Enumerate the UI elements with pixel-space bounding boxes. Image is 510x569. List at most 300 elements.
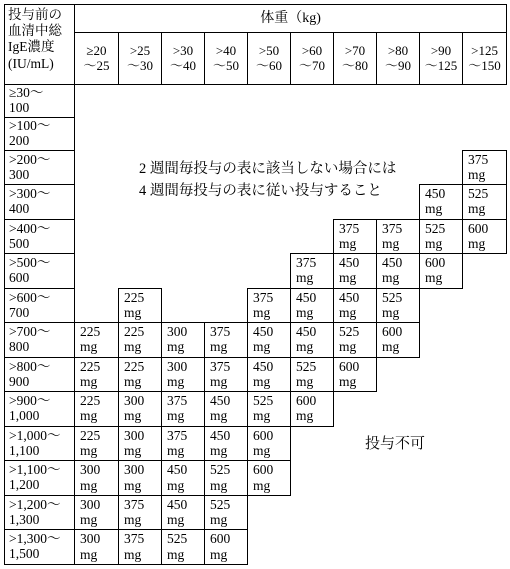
- weight-range-header: [205, 33, 248, 85]
- empty-cell: [463, 461, 507, 496]
- ige-range-cell: [5, 117, 75, 150]
- dose-value: 300: [124, 427, 145, 443]
- dose-unit: mg: [382, 270, 400, 286]
- empty-cell: [334, 461, 377, 496]
- empty-cell: [291, 530, 334, 565]
- dose-cell: [205, 357, 248, 392]
- weight-range-header: [334, 33, 377, 85]
- dose-cell: [291, 323, 334, 358]
- empty-cell: [420, 392, 463, 427]
- dose-cell: [205, 426, 248, 461]
- dose-value: 450: [253, 324, 274, 340]
- dose-cell: [162, 461, 205, 496]
- dose-unit: mg: [339, 270, 357, 286]
- dose-unit: mg: [80, 442, 98, 458]
- ige-range-line: >900～: [9, 393, 51, 409]
- dose-unit: mg: [167, 339, 185, 355]
- dose-unit: mg: [468, 166, 486, 182]
- empty-cell: [162, 219, 205, 254]
- dose-cell: [420, 254, 463, 289]
- ige-range-line: >100～: [9, 117, 51, 133]
- empty-cell: [205, 117, 248, 150]
- dose-value: 375: [167, 393, 188, 409]
- schedule-note-line: 4 週間毎投与の表に従い投与すること: [139, 183, 382, 199]
- weight-range-header: [463, 33, 507, 85]
- dose-value: 375: [124, 531, 145, 547]
- dose-cell: [205, 530, 248, 565]
- ige-range-line: >1,100～: [9, 462, 61, 478]
- ige-range-line: 1,500: [9, 546, 40, 562]
- dose-unit: mg: [167, 512, 185, 528]
- dose-value: 525: [468, 186, 489, 202]
- weight-range-line: ～90: [384, 57, 411, 73]
- dose-cell: [248, 426, 291, 461]
- empty-cell: [75, 117, 119, 150]
- empty-cell: [420, 495, 463, 530]
- dose-cell: [119, 426, 162, 461]
- empty-cell: [75, 185, 119, 220]
- empty-cell: [420, 461, 463, 496]
- ige-range-line: >700～: [9, 324, 51, 340]
- dose-value: 300: [167, 358, 188, 374]
- weight-range-line: >80: [387, 42, 409, 58]
- row-header-line: IgE濃度: [8, 39, 55, 55]
- dose-cell: [119, 530, 162, 565]
- dose-unit: mg: [80, 512, 98, 528]
- empty-cell: [248, 254, 291, 289]
- ige-range-line: 600: [9, 270, 30, 286]
- dose-unit: mg: [80, 546, 98, 562]
- dose-cell: [463, 185, 507, 220]
- dose-unit: mg: [124, 512, 142, 528]
- dose-unit: mg: [167, 477, 185, 493]
- weight-range-line: >70: [344, 42, 366, 58]
- empty-cell: [420, 530, 463, 565]
- dose-cell: [377, 288, 420, 323]
- dose-unit: mg: [210, 373, 228, 389]
- dose-value: 450: [167, 462, 188, 478]
- empty-cell: [463, 392, 507, 427]
- dose-cell: [75, 495, 119, 530]
- ige-range-line: >1,300～: [9, 531, 61, 547]
- empty-cell: [291, 85, 334, 118]
- empty-cell: [205, 288, 248, 323]
- empty-cell: [291, 495, 334, 530]
- dose-value: 525: [253, 393, 274, 409]
- empty-cell: [463, 288, 507, 323]
- empty-cell: [463, 426, 507, 461]
- dose-cell: [75, 426, 119, 461]
- dose-cell: [119, 288, 162, 323]
- empty-cell: [377, 495, 420, 530]
- dose-cell: [248, 323, 291, 358]
- dose-cell: [119, 461, 162, 496]
- weight-range-line: ～80: [341, 57, 368, 73]
- dose-cell: [75, 530, 119, 565]
- ige-range-cell: [5, 357, 75, 392]
- empty-cell: [420, 426, 463, 461]
- table-row: [5, 530, 507, 565]
- weight-range-header: [377, 33, 420, 85]
- ige-range-cell: [5, 392, 75, 427]
- empty-cell: [463, 254, 507, 289]
- ige-range-cell: [5, 323, 75, 358]
- weight-range-line: >125: [471, 42, 498, 58]
- ige-range-cell: [5, 461, 75, 496]
- dose-cell: [377, 323, 420, 358]
- weight-range-header: [162, 33, 205, 85]
- dose-cell: [334, 288, 377, 323]
- dose-value: 375: [468, 151, 489, 167]
- ige-range-line: >1,200～: [9, 496, 61, 512]
- dose-unit: mg: [124, 373, 142, 389]
- dosing-table: [4, 4, 507, 565]
- dose-value: 225: [80, 393, 101, 409]
- weight-range-header: [420, 33, 463, 85]
- empty-cell: [463, 495, 507, 530]
- dose-unit: mg: [339, 235, 357, 251]
- dose-value: 600: [339, 358, 360, 374]
- dose-cell: [75, 461, 119, 496]
- dose-unit: mg: [210, 339, 228, 355]
- dose-value: 525: [425, 220, 446, 236]
- empty-cell: [334, 530, 377, 565]
- table-row: [5, 219, 507, 254]
- empty-cell: [463, 85, 507, 118]
- dose-value: 300: [80, 531, 101, 547]
- table-row: [5, 495, 507, 530]
- dose-value: 300: [124, 393, 145, 409]
- ige-range-cell: [5, 254, 75, 289]
- empty-cell: [420, 357, 463, 392]
- table-row: [5, 357, 507, 392]
- dose-unit: mg: [80, 373, 98, 389]
- dose-cell: [162, 323, 205, 358]
- table-row: [5, 117, 507, 150]
- weight-range-line: ≥20: [86, 42, 107, 58]
- table-row: [5, 85, 507, 118]
- row-header-label: [5, 5, 75, 85]
- ige-range-line: 200: [9, 132, 30, 148]
- ige-range-line: >300～: [9, 186, 51, 202]
- ige-range-line: 300: [9, 166, 30, 182]
- empty-cell: [205, 254, 248, 289]
- dose-cell: [162, 530, 205, 565]
- dose-value: 225: [80, 358, 101, 374]
- dose-unit: mg: [80, 477, 98, 493]
- dose-unit: mg: [210, 512, 228, 528]
- weight-range-line: ～60: [255, 57, 282, 73]
- dose-unit: mg: [80, 408, 98, 424]
- table-row: [5, 461, 507, 496]
- dose-unit: mg: [253, 339, 271, 355]
- dose-cell: [162, 392, 205, 427]
- dose-value: 300: [80, 462, 101, 478]
- empty-cell: [420, 85, 463, 118]
- dose-unit: mg: [296, 304, 314, 320]
- empty-cell: [291, 117, 334, 150]
- ige-range-line: 700: [9, 304, 30, 320]
- empty-cell: [248, 495, 291, 530]
- dose-value: 300: [167, 324, 188, 340]
- weight-range-line: ～70: [298, 57, 325, 73]
- empty-cell: [119, 219, 162, 254]
- dose-value: 375: [210, 324, 231, 340]
- ige-range-line: 500: [9, 235, 30, 251]
- dose-unit: mg: [382, 339, 400, 355]
- ige-range-cell: [5, 495, 75, 530]
- dose-value: 600: [210, 531, 231, 547]
- dose-cell: [291, 254, 334, 289]
- ige-range-line: >800～: [9, 358, 51, 374]
- ige-range-line: 1,300: [9, 511, 40, 527]
- empty-cell: [334, 392, 377, 427]
- empty-cell: [162, 288, 205, 323]
- weight-range-line: >25: [129, 42, 151, 58]
- empty-cell: [248, 117, 291, 150]
- dose-cell: [463, 219, 507, 254]
- empty-cell: [377, 117, 420, 150]
- dose-value: 525: [210, 496, 231, 512]
- empty-cell: [75, 85, 119, 118]
- ige-range-line: 100: [9, 99, 30, 115]
- dose-unit: mg: [339, 304, 357, 320]
- dose-cell: [463, 150, 507, 185]
- empty-cell: [119, 117, 162, 150]
- empty-cell: [291, 219, 334, 254]
- dose-value: 375: [382, 220, 403, 236]
- dose-cell: [420, 185, 463, 220]
- dose-cell: [248, 461, 291, 496]
- empty-cell: [162, 85, 205, 118]
- dose-value: 525: [167, 531, 188, 547]
- empty-cell: [334, 495, 377, 530]
- ige-range-cell: [5, 85, 75, 118]
- empty-cell: [377, 461, 420, 496]
- ige-range-line: >200～: [9, 151, 51, 167]
- dose-cell: [334, 219, 377, 254]
- dose-unit: mg: [296, 408, 314, 424]
- dose-value: 525: [339, 324, 360, 340]
- dose-cell: [119, 392, 162, 427]
- dose-cell: [162, 357, 205, 392]
- empty-cell: [463, 323, 507, 358]
- dose-unit: mg: [80, 339, 98, 355]
- dose-value: 450: [296, 289, 317, 305]
- ige-range-line: 1,100: [9, 442, 40, 458]
- weight-range-line: >90: [430, 42, 452, 58]
- empty-cell: [463, 530, 507, 565]
- dose-value: 600: [425, 255, 446, 271]
- dose-value: 450: [339, 255, 360, 271]
- dose-unit: mg: [253, 373, 271, 389]
- dose-cell: [205, 392, 248, 427]
- dose-cell: [420, 219, 463, 254]
- empty-cell: [291, 461, 334, 496]
- dose-cell: [334, 254, 377, 289]
- ige-range-line: 1,000: [9, 408, 40, 424]
- dose-cell: [205, 323, 248, 358]
- dose-cell: [162, 426, 205, 461]
- dose-unit: mg: [296, 339, 314, 355]
- dose-value: 450: [382, 255, 403, 271]
- dose-value: 525: [210, 462, 231, 478]
- empty-cell: [75, 254, 119, 289]
- dose-value: 450: [210, 393, 231, 409]
- empty-cell: [463, 117, 507, 150]
- dose-value: 450: [210, 427, 231, 443]
- not-allowed-label: 投与不可: [365, 436, 426, 452]
- ige-range-line: >400～: [9, 220, 51, 236]
- table-row: [5, 426, 507, 461]
- dose-value: 225: [80, 324, 101, 340]
- dose-unit: mg: [382, 235, 400, 251]
- dose-unit: mg: [124, 477, 142, 493]
- weight-range-line: ～25: [83, 57, 110, 73]
- empty-cell: [119, 254, 162, 289]
- dose-unit: mg: [210, 477, 228, 493]
- ige-range-line: >1,000～: [9, 427, 61, 443]
- weight-range-line: >30: [172, 42, 194, 58]
- dose-unit: mg: [253, 442, 271, 458]
- ige-range-line: 1,200: [9, 477, 40, 493]
- dose-value: 450: [253, 358, 274, 374]
- dose-unit: mg: [124, 304, 142, 320]
- weight-header: 体重（kg): [75, 5, 507, 33]
- dose-value: 375: [167, 427, 188, 443]
- dose-unit: mg: [425, 235, 443, 251]
- empty-cell: [377, 392, 420, 427]
- empty-cell: [75, 150, 119, 185]
- dose-cell: [119, 495, 162, 530]
- dose-value: 450: [425, 186, 446, 202]
- dose-value: 600: [468, 220, 489, 236]
- dose-cell: [334, 323, 377, 358]
- dose-unit: mg: [468, 201, 486, 217]
- empty-cell: [162, 254, 205, 289]
- dose-value: 375: [296, 255, 317, 271]
- dose-unit: mg: [468, 235, 486, 251]
- weight-range-header: [248, 33, 291, 85]
- empty-cell: [377, 85, 420, 118]
- table-row: [5, 392, 507, 427]
- dose-cell: [205, 495, 248, 530]
- ige-range-cell: [5, 426, 75, 461]
- dose-value: 225: [124, 358, 145, 374]
- dose-unit: mg: [210, 442, 228, 458]
- ige-range-cell: [5, 185, 75, 220]
- weight-range-line: ～150: [468, 57, 501, 73]
- dose-unit: mg: [296, 373, 314, 389]
- dose-value: 375: [210, 358, 231, 374]
- dose-value: 525: [382, 289, 403, 305]
- dose-value: 225: [124, 289, 145, 305]
- ige-range-line: 900: [9, 373, 30, 389]
- dose-unit: mg: [253, 304, 271, 320]
- dose-value: 225: [124, 324, 145, 340]
- dose-value: 225: [80, 427, 101, 443]
- weight-range-line: >50: [258, 42, 280, 58]
- weight-range-header: [75, 33, 119, 85]
- weight-range-line: ～40: [169, 57, 196, 73]
- table-row: [5, 254, 507, 289]
- dose-cell: [248, 357, 291, 392]
- dose-value: 375: [253, 289, 274, 305]
- ige-range-cell: [5, 288, 75, 323]
- schedule-note: [139, 158, 396, 202]
- dose-value: 450: [339, 289, 360, 305]
- empty-cell: [119, 85, 162, 118]
- dose-value: 300: [124, 462, 145, 478]
- dose-unit: mg: [210, 546, 228, 562]
- empty-cell: [463, 357, 507, 392]
- row-header-line: (IU/mL): [8, 55, 54, 71]
- ige-range-cell: [5, 150, 75, 185]
- ige-range-line: 400: [9, 201, 30, 217]
- dose-unit: mg: [167, 373, 185, 389]
- empty-cell: [420, 288, 463, 323]
- dose-cell: [162, 495, 205, 530]
- dose-cell: [377, 254, 420, 289]
- dose-unit: mg: [167, 546, 185, 562]
- dose-value: 600: [253, 427, 274, 443]
- dose-value: 375: [339, 220, 360, 236]
- schedule-note-line: 2 週間毎投与の表に該当しない場合には: [139, 161, 397, 177]
- weight-range-line: ～50: [212, 57, 239, 73]
- ige-range-line: >600～: [9, 289, 51, 305]
- ige-range-line: ≥30～: [9, 85, 44, 101]
- weight-range-line: ～125: [424, 57, 458, 73]
- dose-value: 450: [296, 324, 317, 340]
- row-header-line: 投与前の: [8, 7, 62, 22]
- dose-value: 300: [80, 496, 101, 512]
- empty-cell: [377, 530, 420, 565]
- empty-cell: [248, 85, 291, 118]
- dose-cell: [75, 357, 119, 392]
- dose-unit: mg: [382, 304, 400, 320]
- dose-unit: mg: [425, 270, 443, 286]
- dose-cell: [291, 392, 334, 427]
- dose-value: 600: [253, 462, 274, 478]
- dose-value: 375: [124, 496, 145, 512]
- dose-cell: [291, 288, 334, 323]
- weight-range-line: ～30: [126, 57, 153, 73]
- empty-cell: [377, 357, 420, 392]
- dose-unit: mg: [296, 270, 314, 286]
- table-row: [5, 288, 507, 323]
- dose-value: 600: [296, 393, 317, 409]
- dose-unit: mg: [124, 339, 142, 355]
- dose-unit: mg: [339, 339, 357, 355]
- dose-cell: [377, 219, 420, 254]
- empty-cell: [420, 117, 463, 150]
- empty-cell: [334, 85, 377, 118]
- empty-cell: [162, 117, 205, 150]
- empty-cell: [205, 219, 248, 254]
- dose-cell: [334, 357, 377, 392]
- table-row: [5, 323, 507, 358]
- dose-unit: mg: [167, 408, 185, 424]
- dose-cell: [119, 323, 162, 358]
- dose-unit: mg: [124, 408, 142, 424]
- weight-range-line: >40: [215, 42, 237, 58]
- dose-cell: [291, 357, 334, 392]
- empty-cell: [248, 219, 291, 254]
- empty-cell: [420, 150, 463, 185]
- ige-range-line: >500～: [9, 255, 51, 271]
- dose-cell: [248, 288, 291, 323]
- dose-unit: mg: [167, 442, 185, 458]
